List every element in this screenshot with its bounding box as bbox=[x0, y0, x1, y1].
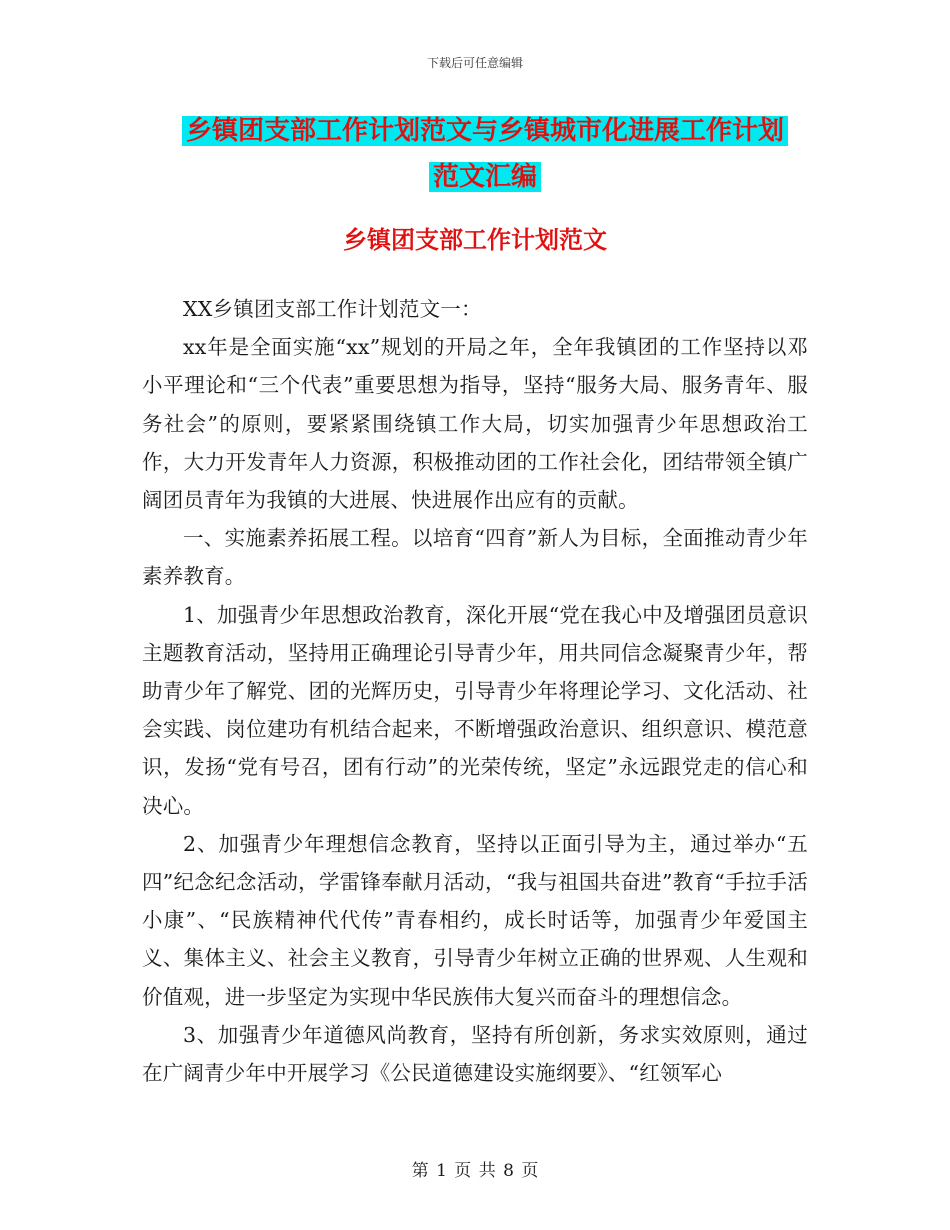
body-text bbox=[142, 290, 808, 1092]
document-title bbox=[140, 108, 830, 200]
page-number: 第 1 页 共 8 页 bbox=[411, 1161, 539, 1181]
paragraph: XX乡镇团支部工作计划范文一： bbox=[183, 297, 482, 321]
document-title-line-2: 范文汇编 bbox=[429, 162, 541, 192]
paragraph: 3、加强青少年道德风尚教育，坚持有所创新，务求实效原则，通过在广阔青少年中开展学习《公民道德建设实施纲要》、“红领军心 bbox=[142, 1022, 808, 1086]
document-title-line-1: 乡镇团支部工作计划范文与乡镇城市化进展工作计划 bbox=[182, 116, 788, 146]
paragraph: xx年是全面实施“xx”规划的开局之年，全年我镇团的工作坚持以邓小平理论和“三个代表”重要思想为指导，坚持“服务大局、服务青年、服务社会”的原则，要紧紧围绕镇工作大局，切实加强青少年思想政治工作，大力开发青年人力资源，积极推动团的工作社会化，团结带领全镇广阔团员青年为我镇的大进展、快进展作出应有的贡献。 bbox=[142, 335, 808, 513]
paragraph: 1、加强青少年思想政治教育，深化开展“党在我心中及增强团员意识主题教育活动，坚持用正确理论引导青少年，用共同信念凝聚青少年，帮助青少年了解党、团的光辉历史，引导青少年将理论学习、文化活动、社会实践、岗位建功有机结合起来，不断增强政治意识、组织意识、模范意识，发扬“党有号召，团有行动”的光荣传统，坚定”永远跟党走的信心和决心。 bbox=[142, 602, 808, 818]
paragraph: 2、加强青少年理想信念教育，坚持以正面引导为主，通过举办“五四”纪念纪念活动，学雷锋奉献月活动，“我与祖国共奋进”教育“手拉手活小康”、“民族精神代代传”青春相约，成长时话等，加强青少年爱国主义、集体主义、社会主义教育，引导青少年树立正确的世界观、人生观和价值观，进一步坚定为实现中华民族伟大复兴而奋斗的理想信念。 bbox=[142, 831, 808, 1009]
paragraph: 一、实施素养拓展工程。以培育“四育”新人为目标，全面推动青少年素养教育。 bbox=[142, 526, 808, 589]
header-note: 下载后可任意编辑 bbox=[426, 56, 523, 70]
section-title: 乡镇团支部工作计划范文 bbox=[343, 225, 607, 254]
